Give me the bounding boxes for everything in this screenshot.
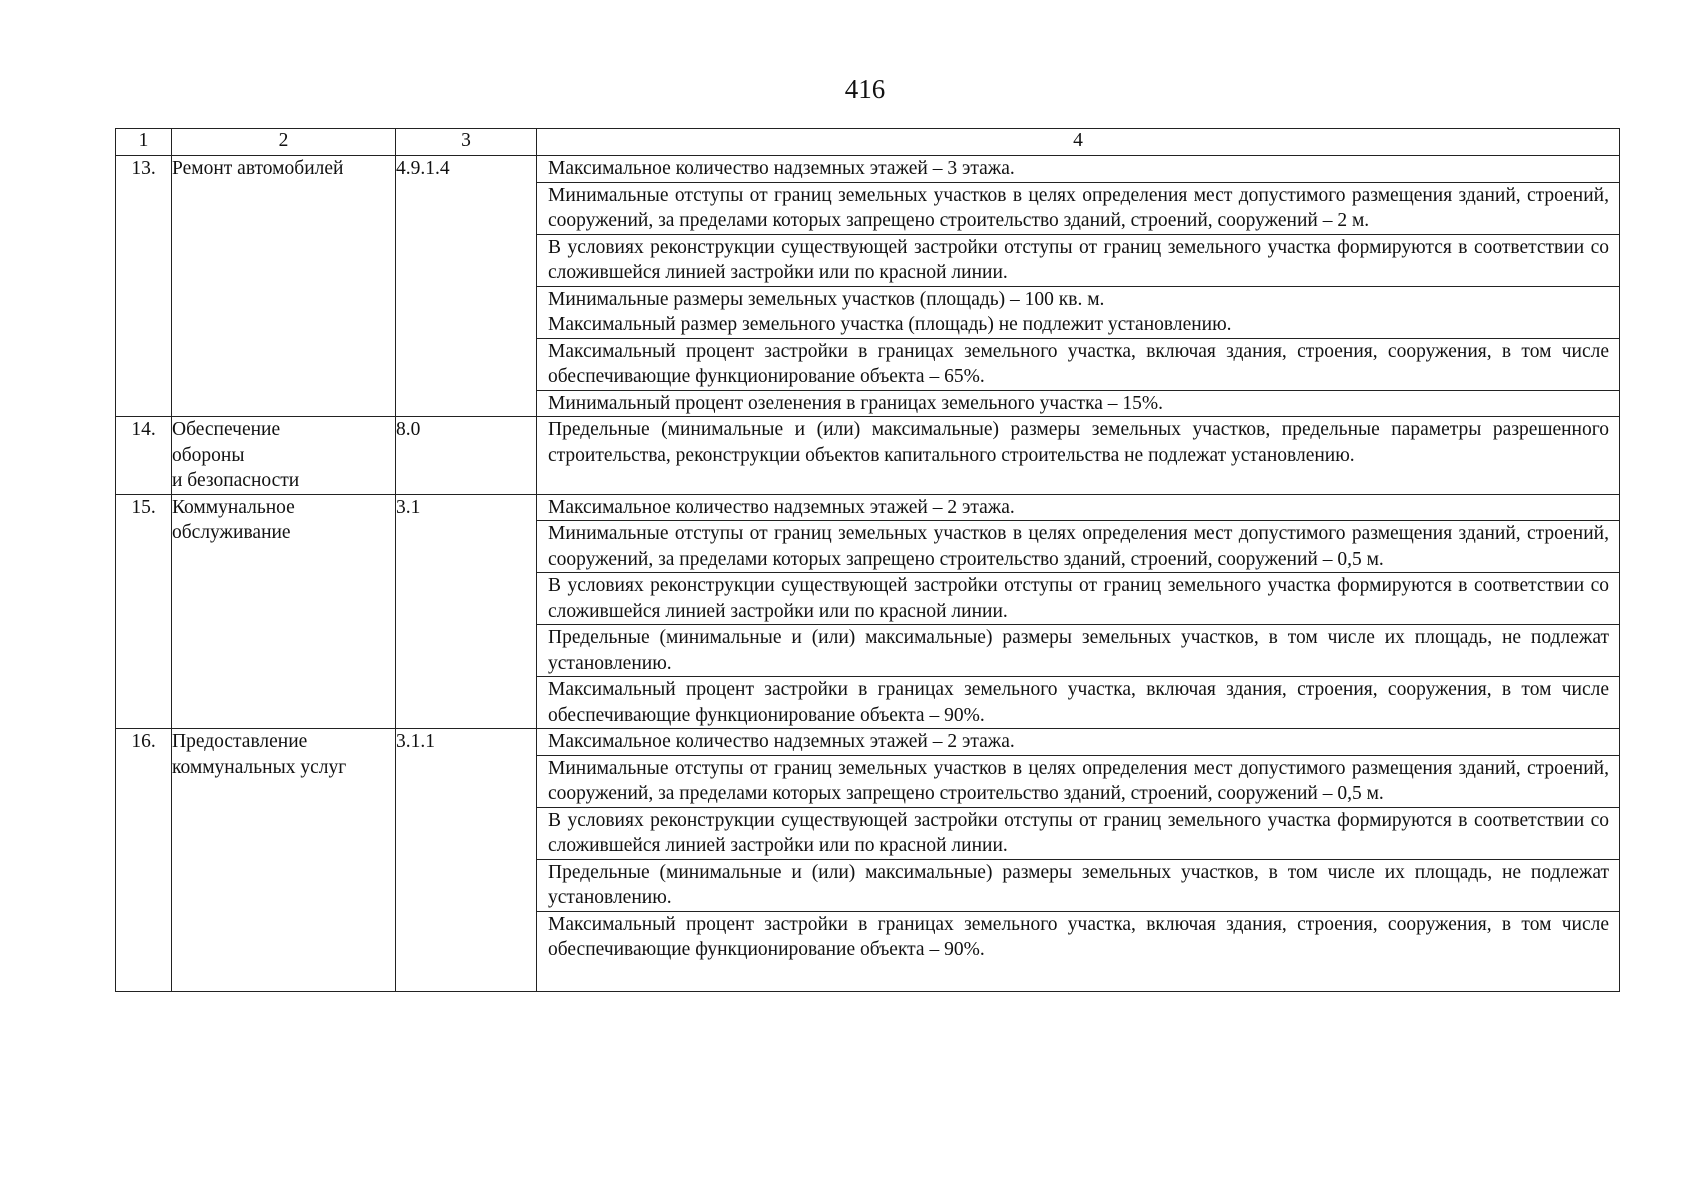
- header-col-2: 2: [172, 129, 396, 156]
- land-use-name-line: обороны: [172, 444, 245, 466]
- parameter-text: Минимальные отступы от границ земельных участков в целях определения мест допустимого размещения зданий, строений, сооружений, за пределами которых запрещено строительство зданий, строений, сооружений – 0,5 м.: [548, 757, 1609, 804]
- table-header-row: [116, 129, 1620, 156]
- row-number: 13.: [116, 156, 172, 417]
- parameter-text: В условиях реконструкции существующей застройки отступы от границ земельного участка формируются в соответствии со сложившейся линией застройки или по красной линии.: [548, 809, 1609, 856]
- parameter-text: Минимальные отступы от границ земельных участков в целях определения мест допустимого размещения зданий, строений, сооружений, за пределами которых запрещено строительство зданий, строений, сооружений – 0,5 м.: [548, 523, 1609, 570]
- parameter-text: Максимальное количество надземных этажей – 2 этажа.: [548, 731, 1015, 752]
- page-number: 416: [844, 74, 886, 104]
- parameter-text: Минимальные размеры земельных участков (площадь) – 100 кв. м.: [548, 288, 1105, 310]
- land-use-name: [172, 417, 396, 495]
- land-use-name-line: коммунальных услуг: [172, 756, 347, 778]
- parameter-text: Минимальные отступы от границ земельных участков в целях определения мест допустимого размещения зданий, строений, сооружений, за пределами которых запрещено строительство зданий, строений, сооружений – 2 м.: [548, 184, 1609, 231]
- parameters-cell: [537, 156, 1620, 417]
- parameter-text: Максимальный процент застройки в границах земельного участка, включая здания, строения, сооружения, в том числе обеспечивающие функционирование объекта – 90%.: [548, 679, 1609, 726]
- parameters-cell: [537, 417, 1620, 495]
- parameter-text: В условиях реконструкции существующей застройки отступы от границ земельного участка формируются в соответствии со сложившейся линией застройки или по красной линии.: [548, 575, 1609, 622]
- row-number: 16.: [116, 729, 172, 992]
- parameter-text: Минимальный процент озеленения в границах земельного участка – 15%.: [548, 392, 1164, 414]
- header-col-1: 1: [116, 129, 172, 156]
- parameter-item: [537, 624, 1619, 676]
- parameter-item: [537, 807, 1619, 859]
- parameter-text: Предельные (минимальные и (или) максимальные) размеры земельных участков, предельные параметры разрешенного строительства, реконструкции объектов капитального строительства не подлежат установлению.: [548, 419, 1609, 466]
- parameter-item: [537, 520, 1619, 572]
- row-number: 14.: [116, 417, 172, 495]
- land-use-name: [172, 729, 396, 992]
- land-use-name-line: и безопасности: [172, 470, 300, 491]
- land-use-code: 3.1.1: [396, 729, 537, 992]
- parameter-item: [537, 234, 1619, 286]
- parameter-item: [537, 156, 1619, 182]
- table-row: [116, 417, 1620, 495]
- land-use-name-line: Обеспечение: [172, 419, 281, 440]
- parameter-item: [537, 338, 1619, 390]
- land-use-code: 3.1: [396, 494, 537, 729]
- row-number: 15.: [116, 494, 172, 729]
- parameter-item: [537, 911, 1619, 991]
- land-use-name-line: обслуживание: [172, 522, 291, 543]
- table-row: [116, 156, 1620, 417]
- parameters-cell: [537, 729, 1620, 992]
- header-col-3: 3: [396, 129, 537, 156]
- parameter-item: [537, 390, 1619, 417]
- parameter-item: [537, 676, 1619, 728]
- parameter-text: Предельные (минимальные и (или) максимальные) размеры земельных участков, в том числе их площадь, не подлежат установлению.: [548, 627, 1609, 674]
- parameter-item: [537, 286, 1619, 338]
- land-use-code: 4.9.1.4: [396, 156, 537, 417]
- parameter-item: [537, 572, 1619, 624]
- parameter-item: [537, 417, 1619, 468]
- parameter-text: Максимальное количество надземных этажей – 3 этажа.: [548, 158, 1015, 179]
- land-use-name-line: Предоставление: [172, 731, 308, 752]
- parameter-text: Максимальный размер земельного участка (площадь) не подлежит установлению.: [548, 314, 1232, 335]
- table-row: [116, 494, 1620, 729]
- parameter-text: Максимальное количество надземных этажей – 2 этажа.: [548, 496, 1015, 518]
- header-col-4: 4: [537, 129, 1620, 156]
- regulations-table: [115, 128, 1620, 992]
- parameter-text: Максимальный процент застройки в границах земельного участка, включая здания, строения, сооружения, в том числе обеспечивающие функционирование объекта – 90%.: [548, 913, 1609, 960]
- land-use-name: [172, 156, 396, 417]
- land-use-name-line: Ремонт автомобилей: [172, 158, 344, 179]
- parameter-item: [537, 729, 1619, 755]
- table-row: [116, 729, 1620, 992]
- land-use-name-line: Коммунальное: [172, 496, 295, 518]
- parameter-item: [537, 755, 1619, 807]
- parameter-text: В условиях реконструкции существующей застройки отступы от границ земельного участка формируются в соответствии со сложившейся линией застройки или по красной линии.: [548, 236, 1609, 283]
- parameter-text: Максимальный процент застройки в границах земельного участка, включая здания, строения, сооружения, в том числе обеспечивающие функционирование объекта – 65%.: [548, 340, 1609, 387]
- parameter-text: Предельные (минимальные и (или) максимальные) размеры земельных участков, в том числе их площадь, не подлежат установлению.: [548, 861, 1609, 908]
- parameter-item: [537, 495, 1619, 521]
- parameters-cell: [537, 494, 1620, 729]
- parameter-item: [537, 859, 1619, 911]
- land-use-code: 8.0: [396, 417, 537, 495]
- land-use-name: [172, 494, 396, 729]
- parameter-item: [537, 182, 1619, 234]
